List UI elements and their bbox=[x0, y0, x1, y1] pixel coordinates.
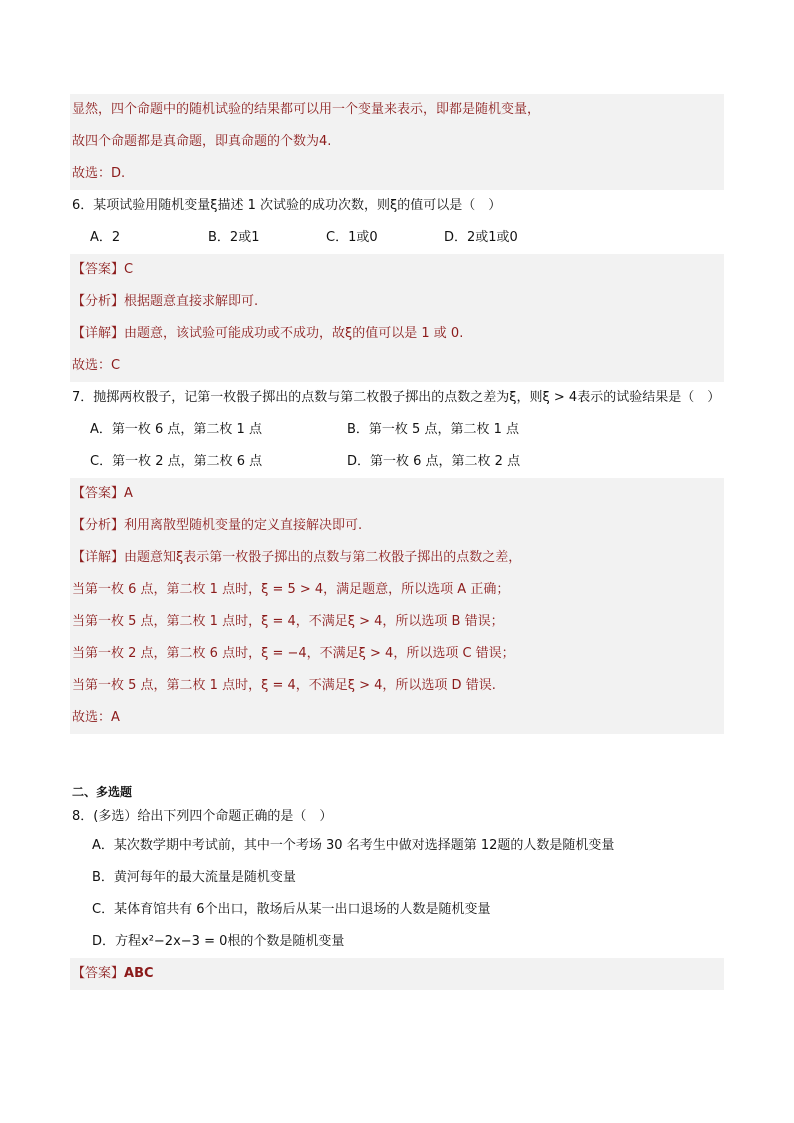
solution-block-q5 bbox=[70, 94, 724, 190]
case-line: 当第一枚 5 点，第二枚 1 点时，ξ = 4，不满足ξ > 4，所以选项 D 错误. bbox=[72, 678, 496, 693]
option-d: D．方程x²−2x−3 = 0根的个数是随机变量 bbox=[92, 934, 345, 949]
detail-label: 【详解】 bbox=[72, 550, 125, 565]
analysis-line bbox=[70, 510, 724, 542]
case-line: 当第一枚 2 点，第二枚 6 点时，ξ = −4，不满足ξ > 4，所以选项 C 错误； bbox=[72, 646, 515, 661]
question-7-options-row1 bbox=[70, 414, 724, 446]
detail-line bbox=[70, 318, 724, 350]
section-heading: 二、多选题 bbox=[72, 785, 133, 799]
solution-block-q7 bbox=[70, 478, 724, 734]
option-c: C．1或0 bbox=[326, 230, 378, 245]
solution-line: 显然，四个命题中的随机试验的结果都可以用一个变量来表示，即都是随机变量， bbox=[72, 102, 541, 117]
answer-label: 【答案】 bbox=[72, 966, 125, 981]
option-c: C．第一枚 2 点，第二枚 6 点 bbox=[90, 454, 263, 469]
option-b: B．2或1 bbox=[208, 230, 260, 245]
analysis-label: 【分析】 bbox=[72, 294, 125, 309]
analysis-text: 利用离散型随机变量的定义直接解决即可. bbox=[124, 518, 363, 533]
analysis-label: 【分析】 bbox=[72, 518, 125, 533]
document-page bbox=[70, 94, 724, 990]
answer-line bbox=[70, 478, 724, 510]
question-6-options bbox=[70, 222, 724, 254]
detail-text: 由题意知ξ表示第一枚骰子掷出的点数与第二枚骰子掷出的点数之差， bbox=[124, 550, 522, 565]
analysis-line bbox=[70, 286, 724, 318]
option-d: D．2或1或0 bbox=[444, 230, 518, 245]
case-line: 当第一枚 5 点，第二枚 1 点时，ξ = 4，不满足ξ > 4，所以选项 B 错误； bbox=[72, 614, 504, 629]
option-c: C．某体育馆共有 6个出口，散场后从某一出口退场的人数是随机变量 bbox=[92, 902, 491, 917]
answer-label: 【答案】 bbox=[72, 262, 125, 277]
option-b: B．黄河每年的最大流量是随机变量 bbox=[92, 870, 296, 885]
analysis-text: 根据题意直接求解即可. bbox=[124, 294, 259, 309]
detail-line bbox=[70, 542, 724, 574]
choice-line: 故选：C bbox=[72, 358, 121, 373]
option-b: B．第一枚 5 点，第二枚 1 点 bbox=[347, 422, 519, 437]
answer-label: 【答案】 bbox=[72, 486, 125, 501]
option-a: A．第一枚 6 点，第二枚 1 点 bbox=[90, 422, 262, 437]
case-line: 当第一枚 6 点，第二枚 1 点时，ξ = 5 > 4，满足题意，所以选项 A 正确； bbox=[72, 582, 510, 597]
spacer bbox=[70, 734, 724, 780]
answer-value: C bbox=[124, 262, 134, 277]
detail-label: 【详解】 bbox=[72, 326, 125, 341]
answer-line bbox=[70, 958, 724, 990]
option-d: D．第一枚 6 点，第二枚 2 点 bbox=[347, 454, 521, 469]
choice-line: 故选：D. bbox=[72, 166, 126, 181]
question-7-stem: 7．抛掷两枚骰子，记第一枚骰子掷出的点数与第二枚骰子掷出的点数之差为ξ，则ξ > 4表示的试验结果是（ ） bbox=[72, 390, 721, 405]
question-7-options-row2 bbox=[70, 446, 724, 478]
question-6-stem: 6．某项试验用随机变量ξ描述 1 次试验的成功次数，则ξ的值可以是（ ） bbox=[72, 198, 502, 213]
solution-block-q8 bbox=[70, 958, 724, 990]
option-a: A．某次数学期中考试前，其中一个考场 30 名考生中做对选择题第 12题的人数是随机变量 bbox=[92, 838, 615, 853]
answer-value: ABC bbox=[124, 966, 154, 981]
solution-block-q6 bbox=[70, 254, 724, 382]
choice-line: 故选：A bbox=[72, 710, 120, 725]
option-a: A．2 bbox=[90, 230, 121, 245]
answer-line bbox=[70, 254, 724, 286]
solution-line: 故四个命题都是真命题，即真命题的个数为4. bbox=[72, 134, 332, 149]
question-8-stem: 8．(多选）给出下列四个命题正确的是（ ） bbox=[72, 809, 333, 824]
detail-text: 由题意，该试验可能成功或不成功，故ξ的值可以是 1 或 0. bbox=[124, 326, 464, 341]
answer-value: A bbox=[124, 486, 133, 501]
